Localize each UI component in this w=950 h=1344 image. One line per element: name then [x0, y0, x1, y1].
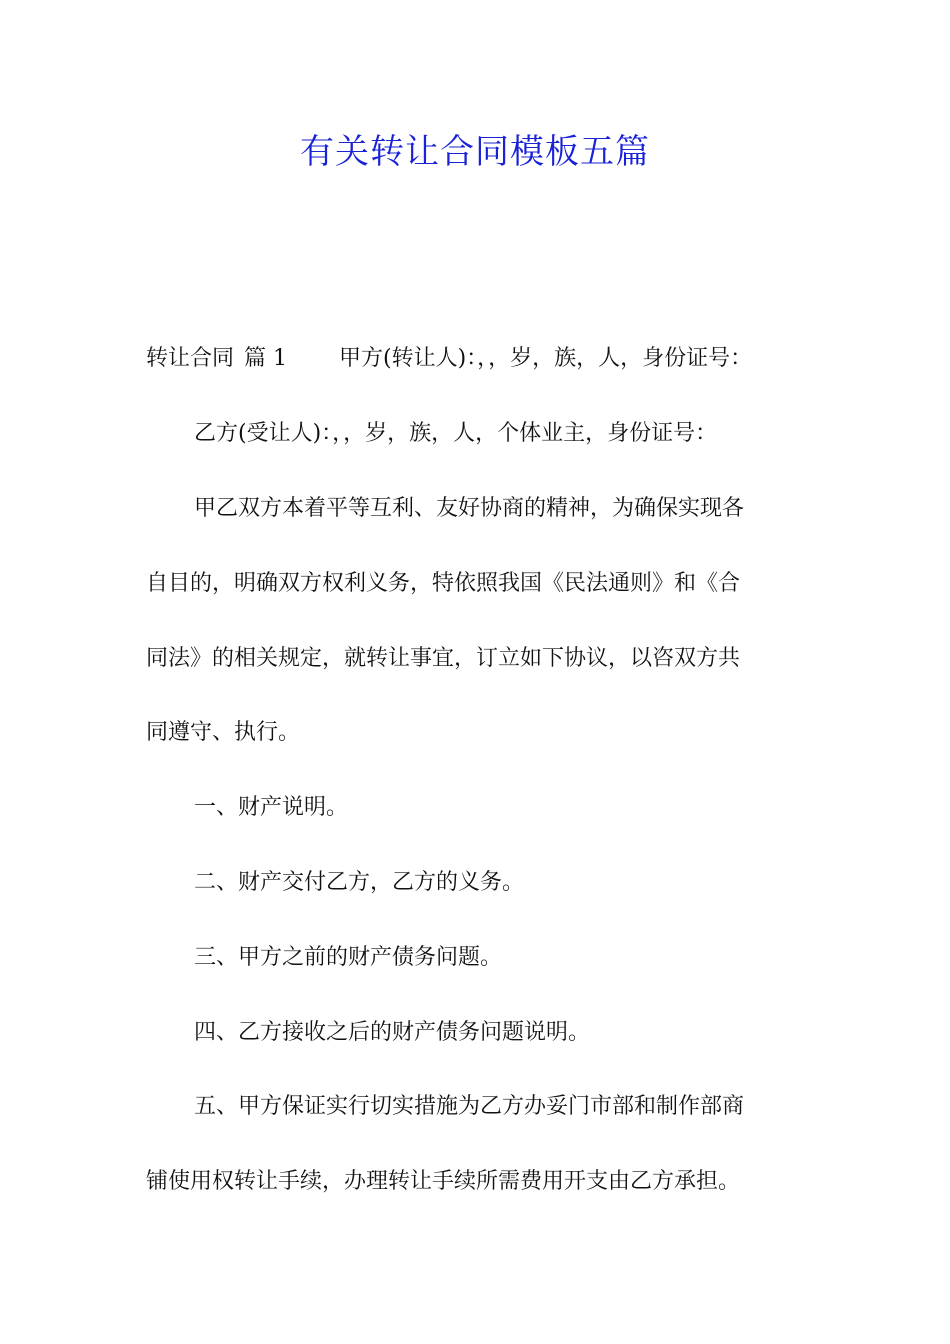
clause-1: 一、财产说明。: [194, 795, 349, 820]
contract-number: 篇 1: [244, 346, 288, 371]
paragraph-line: 同遵守、执行。: [146, 720, 301, 745]
clause-5-continued: 铺使用权转让手续，办理转让手续所需费用开支由乙方承担。: [146, 1169, 741, 1194]
clause-5: 五、甲方保证实行切实措施为乙方办妥门市部和制作部商: [194, 1094, 745, 1119]
paragraph-line: 自目的，明确双方权利义务，特依照我国《民法通则》和《合: [146, 571, 741, 596]
document-title: 有关转让合同模板五篇: [300, 132, 650, 172]
party-b-line: 乙方(受让人)：，，岁，族，人，个体业主，身份证号：: [194, 421, 718, 446]
clause-2: 二、财产交付乙方，乙方的义务。: [194, 870, 525, 895]
party-a-line: 甲方(转让人)：，，岁，族，人，身份证号：: [339, 346, 753, 371]
contract-heading-line: [146, 344, 806, 374]
clause-3: 三、甲方之前的财产债务问题。: [194, 945, 503, 970]
paragraph-line: 同法》的相关规定，就转让事宜，订立如下协议，以咨双方共: [146, 646, 741, 671]
contract-label: 转让合同: [146, 346, 235, 371]
paragraph-line: 甲乙双方本着平等互利、友好协商的精神，为确保实现各: [194, 496, 745, 521]
clause-4: 四、乙方接收之后的财产债务问题说明。: [194, 1020, 591, 1045]
